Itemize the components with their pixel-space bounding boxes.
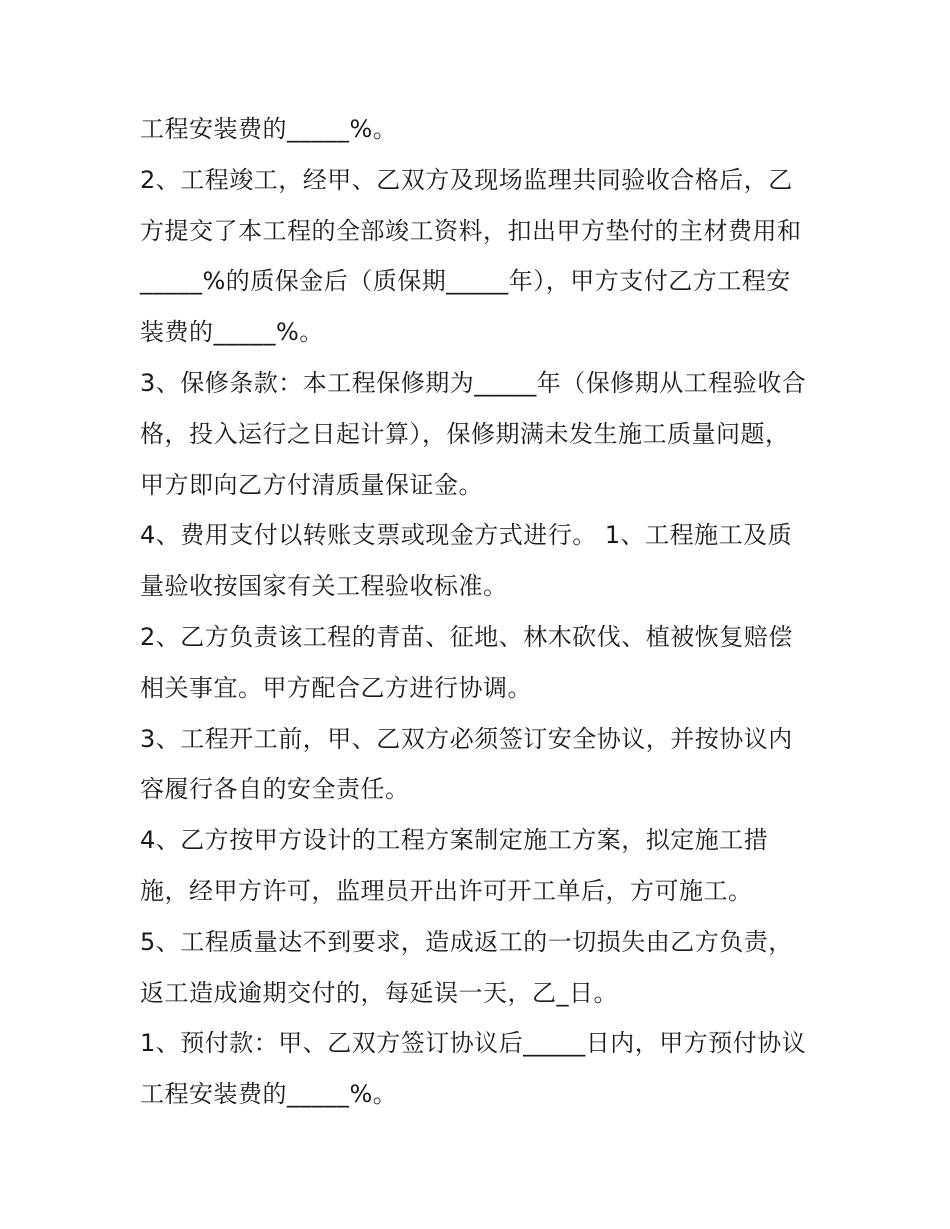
text-line: 4、乙方按甲方设计的工程方案制定施工方案，拟定施工措 bbox=[140, 826, 769, 855]
text-line: _____%的质保金后（质保期_____年），甲方支付乙方工程安 bbox=[140, 267, 791, 296]
text-line: 工程安装费的_____%。 bbox=[140, 115, 398, 143]
text-line: 3、保修条款：本工程保修期为_____年（保修期从工程验收合 bbox=[140, 368, 807, 397]
text-line: 装费的_____%。 bbox=[140, 318, 324, 347]
text-line: 5、工程质量达不到要求，造成返工的一切损失由乙方负责， bbox=[140, 927, 793, 956]
text-line: 4、费用支付以转账支票或现金方式进行。 1、工程施工及质 bbox=[140, 521, 793, 550]
text-line: 格，投入运行之日起计算），保修期满未发生施工质量问题， bbox=[140, 419, 790, 448]
text-line: 返工造成逾期交付的，每延误一天，乙_日。 bbox=[140, 978, 618, 1007]
text-line: 施，经甲方许可，监理员开出许可开工单后，方可施工。 bbox=[140, 876, 753, 905]
text-line: 1、预付款：甲、乙双方签订协议后_____日内，甲方预付协议 bbox=[140, 1029, 807, 1058]
document-body bbox=[140, 104, 820, 1120]
text-line: 3、工程开工前，甲、乙双方必须签订安全协议，并按协议内 bbox=[140, 724, 793, 753]
text-line: 2、乙方负责该工程的青苗、征地、林木砍伐、植被恢复赔偿 bbox=[140, 622, 793, 651]
text-line: 2、工程竣工，经甲、乙双方及现场监理共同验收合格后，乙 bbox=[140, 165, 793, 194]
text-line: 方提交了本工程的全部竣工资料，扣出甲方垫付的主材费用和 bbox=[140, 216, 802, 245]
text-line: 容履行各自的安全责任。 bbox=[140, 775, 410, 804]
text-line: 相关事宜。甲方配合乙方进行协调。 bbox=[140, 673, 532, 702]
text-line: 工程安装费的_____%。 bbox=[140, 1080, 398, 1109]
text-line: 甲方即向乙方付清质量保证金。 bbox=[140, 470, 483, 499]
text-line: 量验收按国家有关工程验收标准。 bbox=[140, 572, 508, 601]
